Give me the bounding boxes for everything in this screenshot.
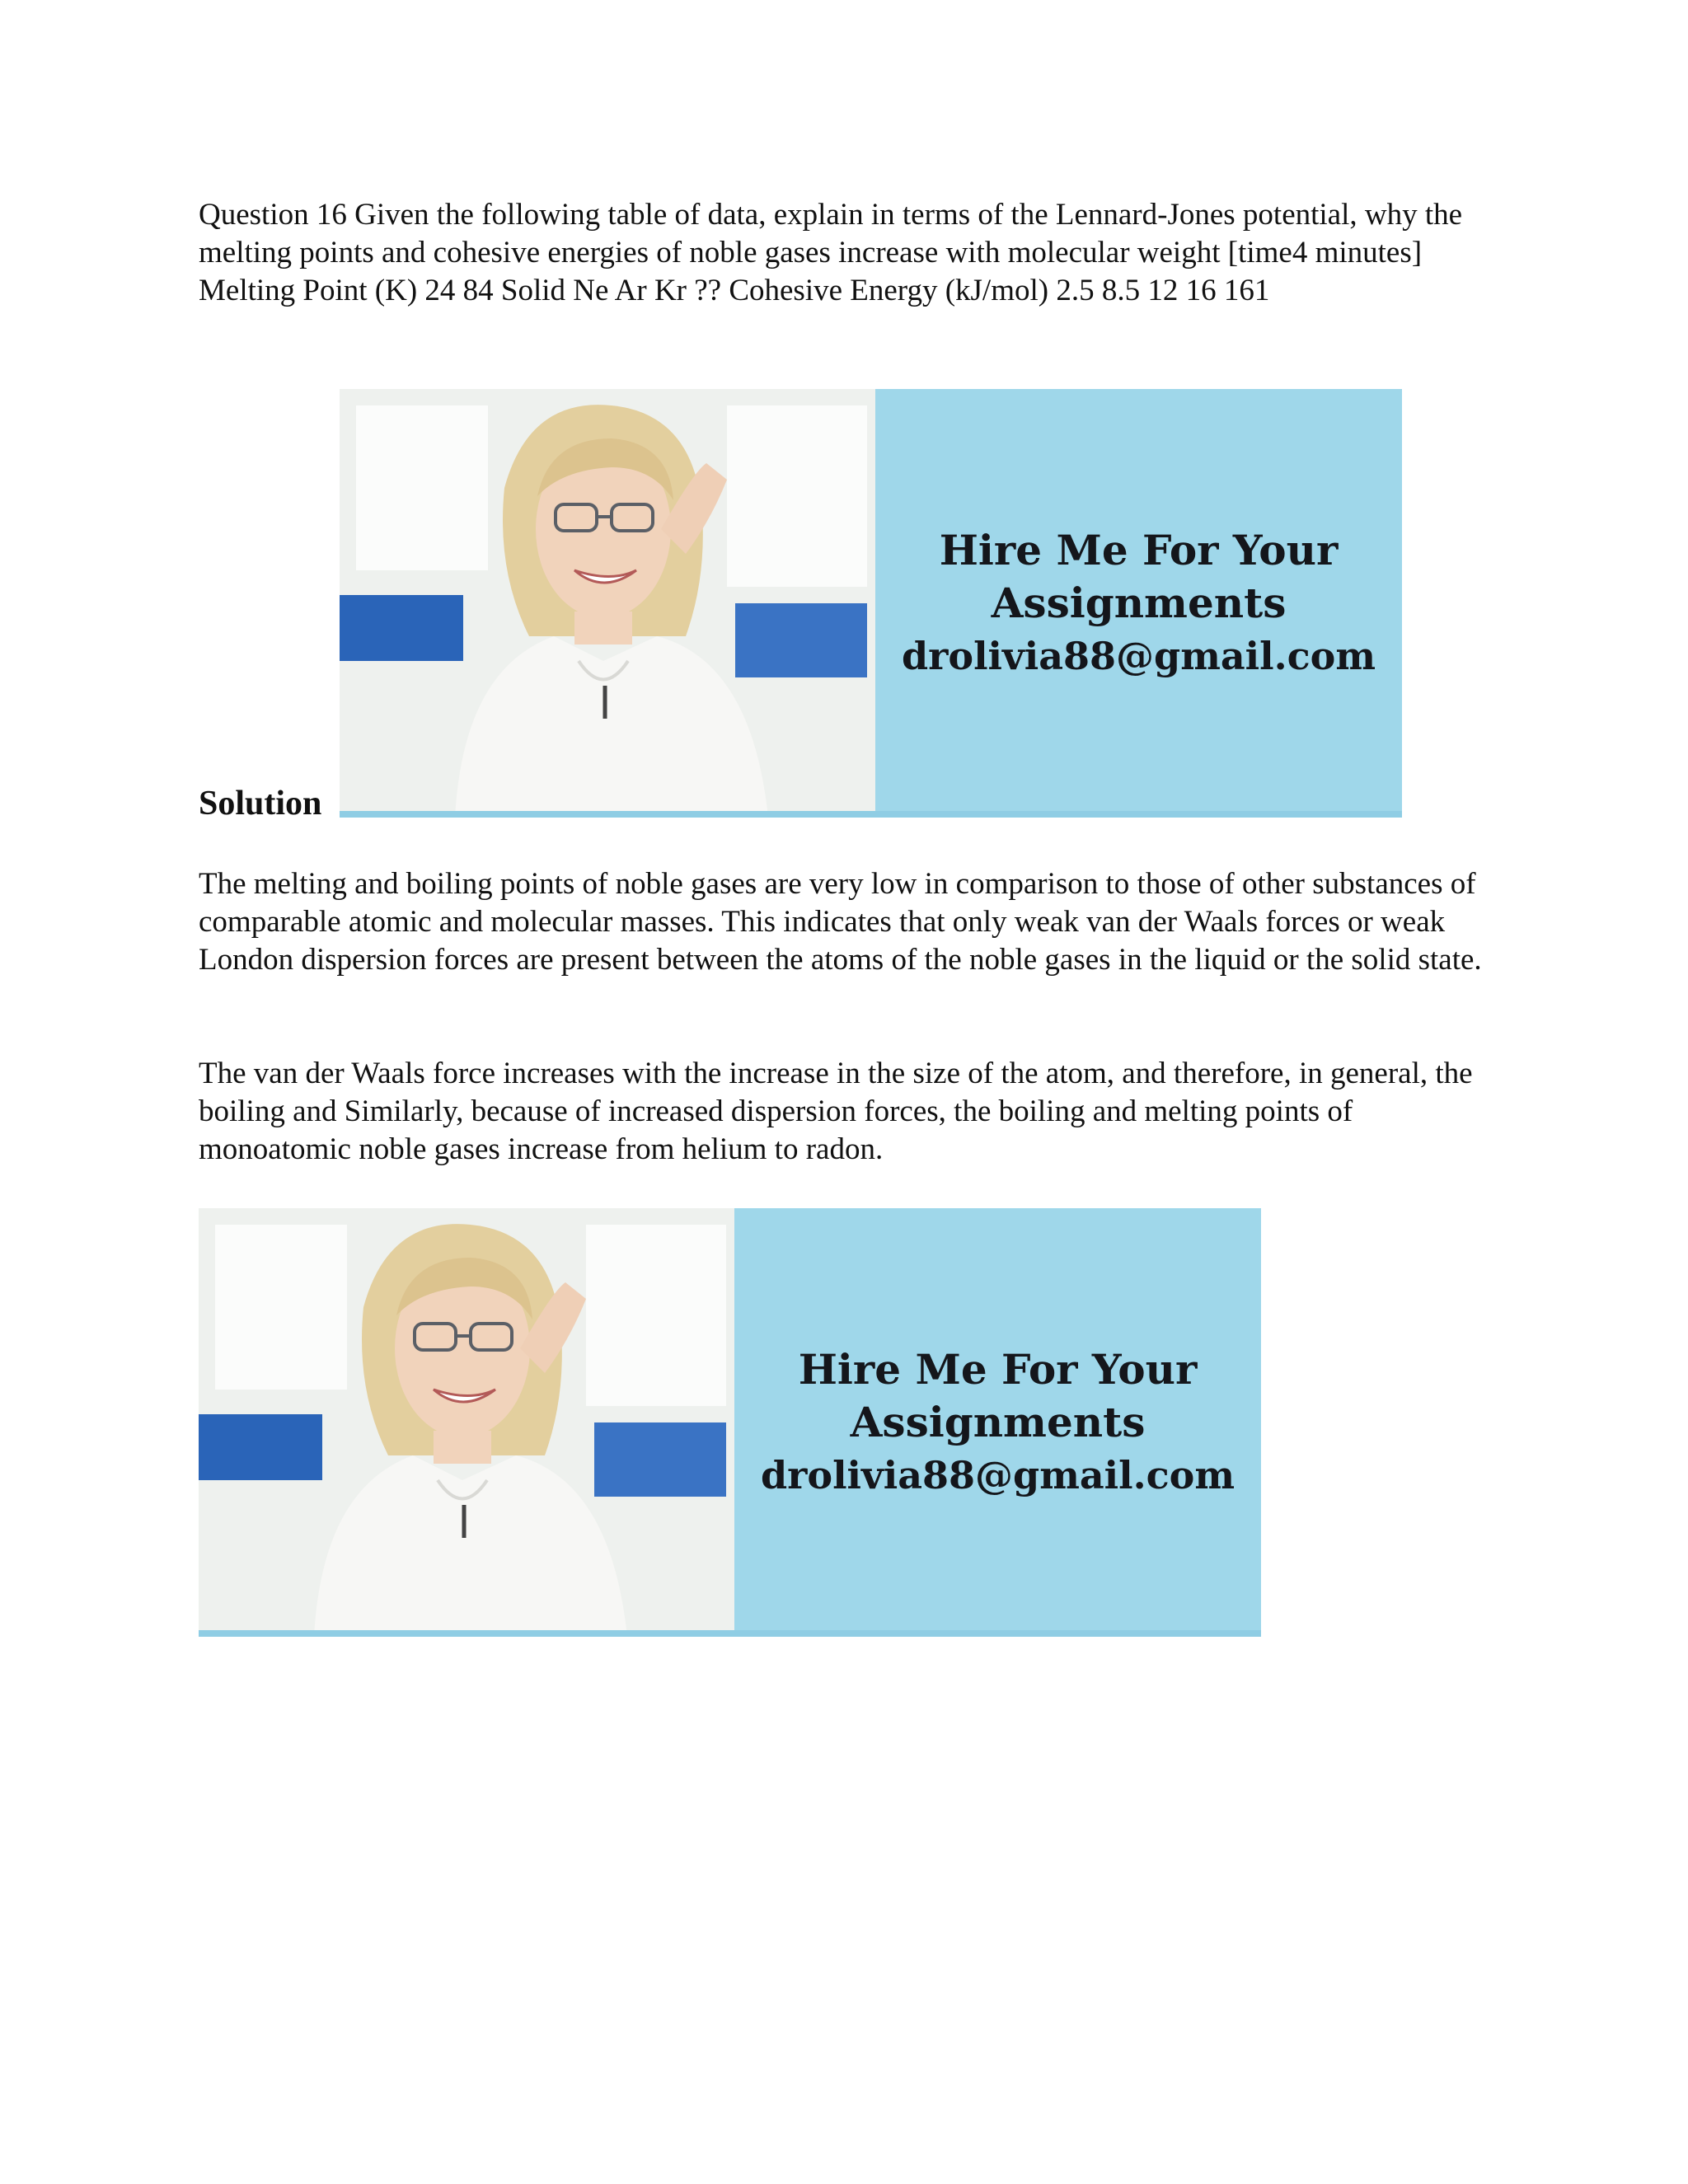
banner-divider xyxy=(199,1630,1261,1637)
solution-heading: Solution xyxy=(199,785,322,823)
solution-paragraph-1: The melting and boiling points of noble gases are very low in comparison to those of other substances of comparable atomic and molecular masses. This indicates that only weak van der Waals forces or weak London dispersion forces are present between the atoms of the noble gases in the liquid or the solid state. xyxy=(199,867,1482,977)
advertisement-banner[interactable] xyxy=(340,389,1402,818)
banner-email[interactable]: drolivia88@gmail.com xyxy=(760,1453,1236,1497)
banner-subheadline: Assignments xyxy=(850,1398,1146,1446)
banner-text-block xyxy=(734,1208,1261,1637)
banner-headline: Hire Me For Your xyxy=(939,526,1339,574)
portrait-photo xyxy=(199,1208,734,1637)
advertisement-banner[interactable] xyxy=(199,1208,1261,1637)
woman-portrait-image xyxy=(340,389,875,818)
banner-subheadline: Assignments xyxy=(991,579,1287,627)
woman-portrait-image xyxy=(199,1208,734,1637)
portrait-photo xyxy=(340,389,875,818)
banner-headline: Hire Me For Your xyxy=(798,1345,1198,1394)
solution-paragraph-2: The van der Waals force increases with the increase in the size of the atom, and therefore, in general, the boiling and Similarly, because of increased dispersion forces, the boiling and melting points of monoatomic noble gases increase from helium to radon. xyxy=(199,1057,1473,1166)
banner-email[interactable]: drolivia88@gmail.com xyxy=(901,634,1376,678)
banner-text-block xyxy=(875,389,1402,818)
banner-divider xyxy=(340,811,1402,818)
question-text: Question 16 Given the following table of data, explain in terms of the Lennard-Jones potential, why the melting points and cohesive energies of noble gases increase with molecular weight [time4 minutes] Melting Point (K) 24 84 Solid Ne Ar Kr ?? Cohesive Energy (kJ/mol) 2.5 8.5 12 16 161 xyxy=(199,198,1463,307)
